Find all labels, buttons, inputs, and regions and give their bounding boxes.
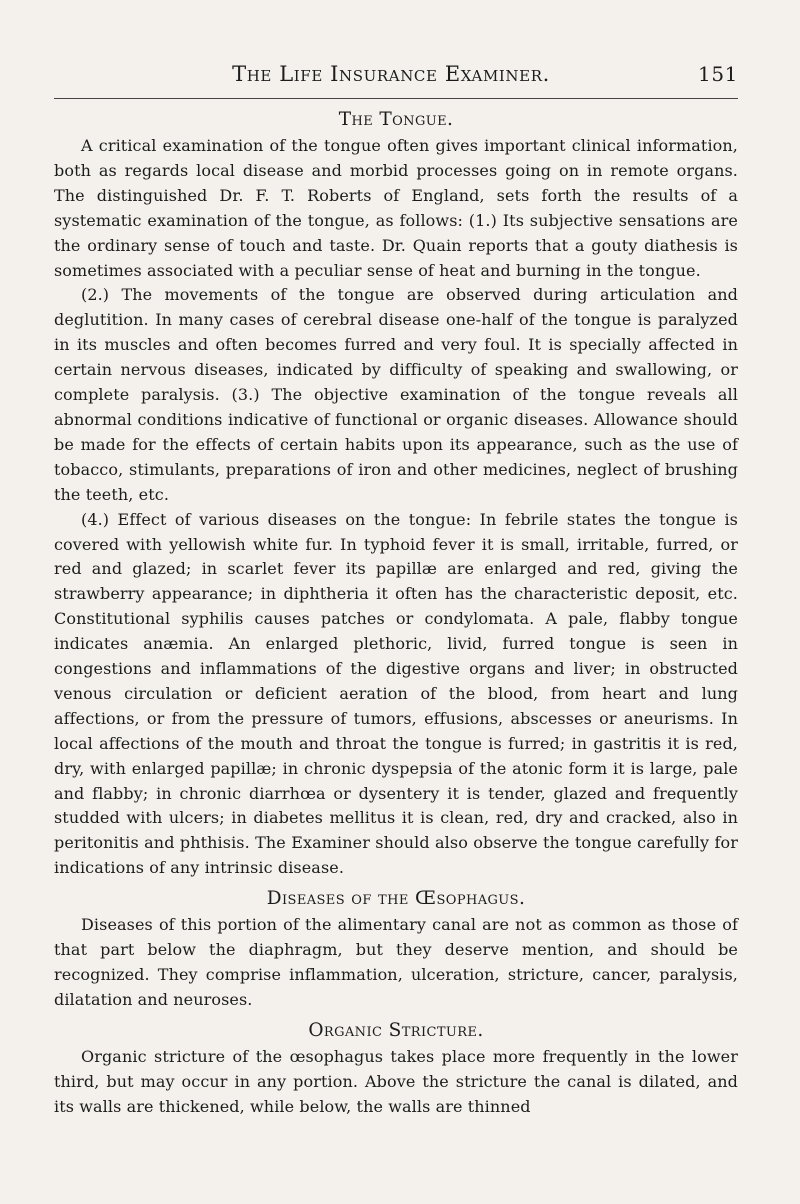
paragraph: Organic stricture of the œsophagus takes place more frequently in the lower third, but may occur in any portion. Above the stricture the canal is dilated, and its walls are thickened, while below, the walls are thinned [54, 1046, 738, 1116]
section-oesophagus [54, 885, 738, 1013]
paragraph: (2.) The movements of the tongue are observed during articulation and deglutition. In many cases of cerebral disease one-half of the tongue is paralyzed in its muscles and often becomes furred and very foul. It is specially affected in certain nervous diseases, indicated by difficulty of speaking and swallowing, or complete paralysis. (3.) The objective examination of the tongue reveals all abnormal conditions indicative of functional or organic diseases. Allowance should be made for the effects of certain habits upon its appearance, such as the use of tobacco, stimulants, preparations of iron and other medicines, neglect of brushing the teeth, etc. [54, 285, 738, 504]
page-number: 151 [698, 62, 738, 86]
section-heading: Organic Stricture. [308, 1019, 484, 1041]
paragraph: (4.) Effect of various diseases on the tongue: In febrile states the tongue is covered with yellowish white fur. In typhoid fever it is small, irritable, furred, or red and glazed; in scarlet fever its papillæ are enlarged and red, giving the strawberry appearance; in diphtheria it often has the characteristic deposit, etc. Constitutional syphilis causes patches or condylomata. A pale, flabby tongue indicates anæmia. An enlarged plethoric, livid, furred tongue is seen in congestions and inflammations of the digestive organs and liver; in obstructed venous circulation or deficient aeration of the blood, from heart and lung affections, or from the pressure of tumors, effusions, abscesses or aneurisms. In local affections of the mouth and throat the tongue is furred; in gastritis it is red, dry, with enlarged papillæ; in chronic dyspepsia of the atonic form it is large, pale and flabby; in chronic diarrhœa or dysentery it is tender, glazed and frequently studded with ulcers; in diabetes mellitus it is clean, red, dry and cracked, also in peritonitis and phthisis. The Examiner should also observe the tongue carefully for indications of any intrinsic disease. [54, 509, 738, 878]
running-title: The Life Insurance Examiner. [232, 62, 550, 86]
section-heading: The Tongue. [338, 109, 454, 130]
section-tongue [54, 106, 738, 881]
book-page [54, 62, 738, 1120]
paragraph: A critical examination of the tongue often gives important clinical information, both as regards local disease and morbid processes going on in remote organs. The distinguished Dr. F. T. Roberts of England, sets forth the results of a systematic examination of the tongue, as follows: (1.) Its subjective sensations are the ordinary sense of touch and taste. Dr. Quain reports that a gouty diathesis is sometimes associated with a peculiar sense of heat and burning in the tongue. [54, 136, 738, 280]
running-head [54, 62, 738, 92]
section-heading: Diseases of the Œsophagus. [266, 888, 526, 910]
section-organic-stricture [54, 1017, 738, 1120]
paragraph: Diseases of this portion of the alimentary canal are not as common as those of that part below the diaphragm, but they deserve mention, and should be recognized. They comprise inflammation, ulceration, stricture, cancer, paralysis, dilatation and neuroses. [54, 915, 738, 1009]
header-rule [54, 98, 738, 99]
